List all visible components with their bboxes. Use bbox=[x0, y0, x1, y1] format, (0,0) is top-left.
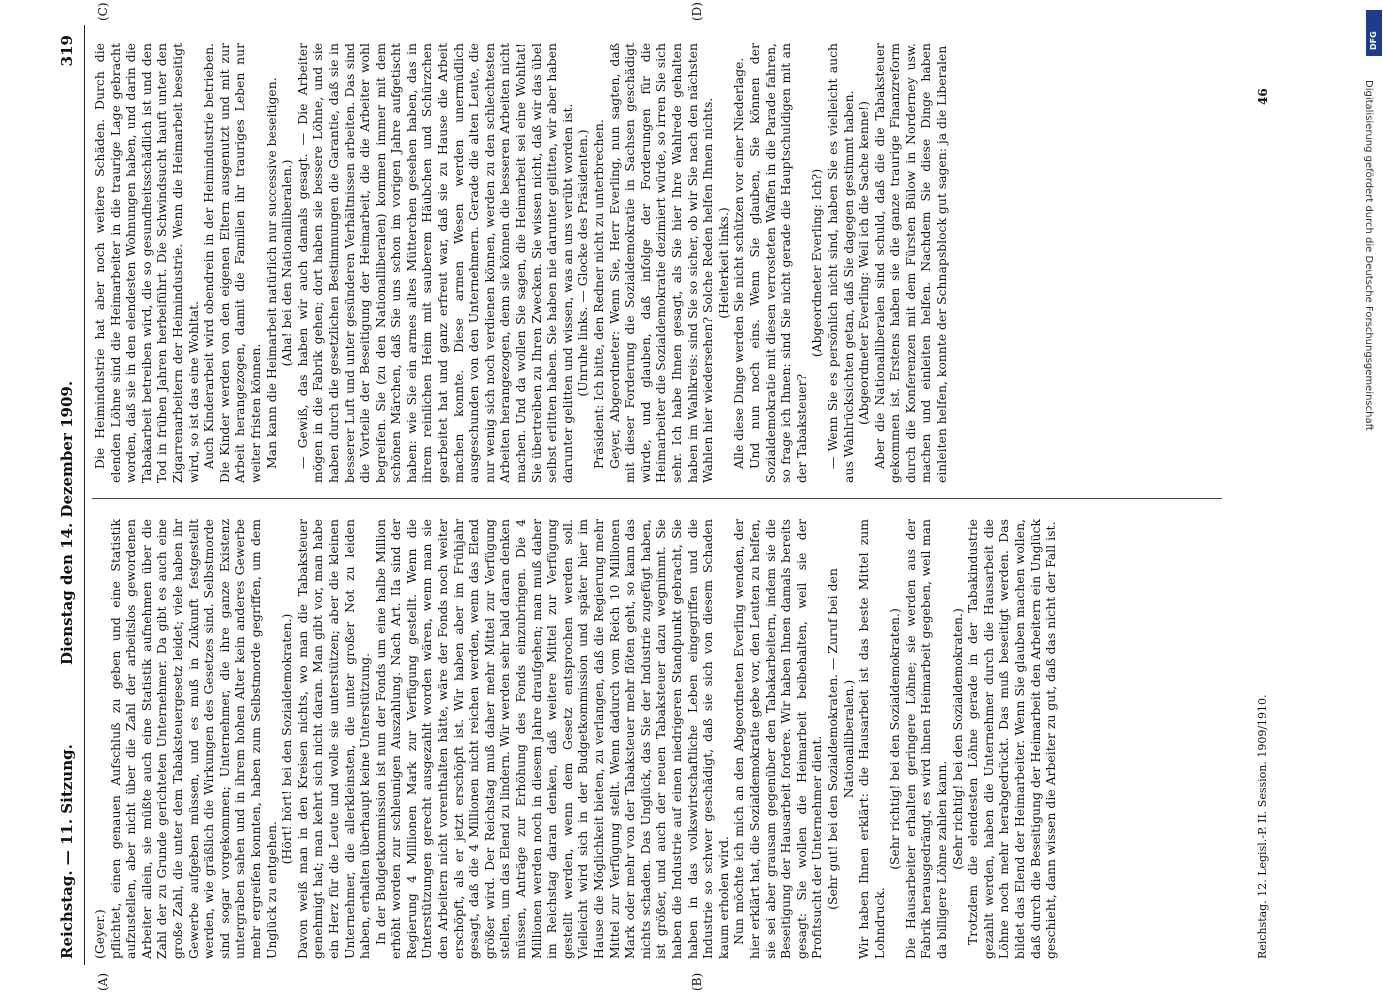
page-number: 319 bbox=[58, 35, 76, 67]
paragraph: Präsident: Ich bitte, den Redner nicht zu unterbrechen. bbox=[591, 119, 606, 469]
interjection: (Sehr richtig! bei den Sozialdemokraten.) bbox=[949, 608, 965, 870]
signature-number: 46 bbox=[1256, 88, 1270, 105]
paragraph: Davon weiß man in den Kreisen nichts, wo man die Tabaksteuer genehmigt hat; man kehrt sich nicht daran. Man gibt vor, man habe ein Herz für die Leute und wolle sie unterstützen; aber die kleinen Unternehmer, die allerkleinsten, die unter großer Not zu leiden haben, erhalten überhaupt keine Unterstützung. bbox=[294, 519, 373, 959]
paragraph: Geyer, Abgeordneter: Wenn Sie, Herr Everling, nun sagten, daß mit dieser Forderung die Sozialdemokratie in Sachsen geschädigt würde, und glauben, daß infolge der Forderungen für die Heimarbeiter die Sozialdemokratie dezimiert würde, so irren Sie sich sehr. Ich habe Ihnen gesagt, als Sie hier Ihre Wahlrede gehalten haben im Wahlkreis: sind Sie so sicher, ob wir Sie nach den nächsten Wahlen hier wiedersehen? Solche Reden helfen Ihnen nichts. bbox=[606, 43, 716, 483]
paragraph: Die Heimindustrie hat aber noch weitere Schäden. Durch die elenden Löhne sind die Heimarbeiter in die traurige Lage gebracht worden, daß sie in den elendesten Wohnungen haben, und darin die Tabakarbeit betreiben wird, die so gesundheitsschädlich ist und den Tod in frühen Jahren herbeiführt. Die Schwindsucht hauft unter den Zigarrenarbeitern der Heimindustrie. Wenn die Heimarbeit beseitigt wird, so ist das eine Wohltat. bbox=[92, 43, 201, 483]
footer-left: Reichstag. 12. Legisl.-P. II. Session. 1909/1910. bbox=[1256, 694, 1269, 959]
text-column-right bbox=[92, 43, 950, 483]
paragraph: Aber die Nationalliberalen sind schuld, daß die die Tabaksteuer gekommen ist. Erstens haben sie die ganze traurige Finanzreform durch die Konferenzen mit dem Fürsten Bülow in Norderney usw. machen und einleiten helfen. Nachdem Sie diese Dinge haben einleiten helfen, konnte der Schnapsblock gut sagen: ja die Liberalen bbox=[871, 43, 950, 483]
running-header bbox=[50, 25, 85, 965]
margin-marker-d: (D) bbox=[690, 2, 704, 21]
interjection: (Sehr richtig! bei den Sozialdemokraten.) bbox=[887, 608, 903, 870]
paragraph: Man kann die Heimarbeit natürlich nur successive beseitigen. bbox=[263, 77, 279, 469]
interjection: (Abgeordneter Everling: Weil ich die Sache kenne!) bbox=[856, 101, 872, 425]
interjection: (Hört! hört! bei den Sozialdemokraten.) bbox=[279, 613, 295, 865]
paragraph: Auch Kinderarbeit wird obendrein in der Heimindustrie betrieben. Die Kinder werden von den eigenen Eltern ausgenutzt und mit zur Arbeit herangezogen, damit die Familien ihr trauriges Leben nur weiter fristen können. bbox=[201, 43, 263, 483]
paragraph: Trotzdem die elendesten Löhne gerade in der Tabakindustrie gezahlt werden, haben die Unternehmer durch die Hausarbeit die Löhne noch mehr herabgedrückt. Das muß beseitigt werden. Das bildet das Elend der Heimarbeiter. Wenn Sie glauben machen wollen, daß durch die Beseitigung der Heimarbeit den Arbeitern ein Unglück geschieht, dann wissen die Arbeiter zu gut, daß das nicht der Fall ist. bbox=[965, 519, 1059, 959]
margin-marker-b: (B) bbox=[690, 972, 704, 991]
header-left: Reichstag. — 11. Sitzung. bbox=[58, 744, 76, 959]
interjection: (Heiterkeit links.) bbox=[715, 207, 731, 319]
paragraph: Alle diese Dinge werden Sie nicht schützen vor einer Niederlage. bbox=[731, 57, 747, 469]
dfg-logo: DFG bbox=[1366, 10, 1382, 56]
interjection: (Unruhe links. — Glocke des Präsidenten.) bbox=[575, 129, 591, 397]
paragraph: pflichtet, einen genauen Aufschluß zu geben und eine Statistik aufzustellen, aber nicht über die Zahl der arbeitslos gewordenen Arbeiter allein, sie müßte auch eine Statistik aufnehmen über die Zahl der zu Grunde gerichteten Unternehmer. Da gibt es auch eine große Zahl, die unter dem Tabaksteuergesetz leidet; viele haben ihr Gewerbe aufgeben müssen, und es muß in Zukunft festgestellt werden, wie gräßlich die Wirkungen des Gesetzes sind. Selbstmorde sind sogar vorgekommen; Unternehmer, die ihre ganze Existenz untergraben sahen und in ihrem hohen Alter kein anderes Gewerbe mehr ergreifen konnten, haben zum Selbstmorde gegriffen, um dem Unglück zu entgehen. bbox=[107, 519, 279, 959]
paragraph: Wir haben Ihnen erklärt: die Hausarbeit ist das beste Mittel zum Lohndruck. bbox=[856, 519, 887, 959]
margin-marker-c: (C) bbox=[96, 2, 110, 21]
paragraph: — Gewiß, das haben wir auch damals gesagt. — Die Arbeiter mögen in die Fabrik gehen; dort haben sie bessere Löhne, und sie haben durch die gesetzlichen Bestimmungen die Garantie, daß sie in besserer Luft und unter gesünderen Verhältnissen arbeiten. Das sind die Vorteile der Beseitigung der Heimarbeit, die die Arbeiter wohl begreifen. Sie (zu den Nationalliberalen) kommen immer mit dem schönen Märchen, daß Sie uns schon im vorigen Jahre aufgetischt haben: wie Sie ein armes altes Mütterchen gesehen haben, das in ihrem reinlichen Heim mit sauberem Häubchen und Schürzchen gearbeitet hat und ganz erfreut war, daß sie zu Hause die Arbeit machen konnte. Diese armen Wesen werden unermüdlich ausgeschunden von den Unternehmern. Gerade die alten Leute, die nur wenig sich noch verdienen können, werden zu den schlechtesten Arbeiten herangezogen, denn sie können die besseren Arbeiten nicht machen. Und da wollen Sie sagen, die Heimarbeit sei eine Wohltat! Sie übertreiben zu Ihren Zwecken. Sie wissen nicht, daß wir das übel selbst erlitten haben. Sie haben nie darunter gelitten, wir aber haben darunter gelitten und wissen, was an uns verübt worden ist. bbox=[294, 43, 575, 483]
text-column-left bbox=[92, 519, 1059, 959]
paragraph: Und nun noch eins. Wenn Sie glauben, Sie können der Sozialdemokratie mit diesen verrosteten Waffen in die Parade fahren, so frage ich Ihnen: sind Sie nicht gerade die Hauptschuldigen mit an der Tabaksteuer? bbox=[746, 43, 809, 483]
digitization-credit: Digitalisierung gefördert durch die Deutsche Forschungsgemeinschaft bbox=[1363, 80, 1374, 431]
interjection: (Aha! bei den Nationalliberalen.) bbox=[279, 159, 295, 367]
paragraph: (Geyer.) bbox=[92, 909, 107, 959]
rotated-page-content bbox=[50, 2, 1310, 991]
paragraph: Nun möchte ich mich an den Abgeordneten Everling wenden, der hier erklärt hat, die Sozialdemokratie gebe vor, den Leuten zu helfen, sie sei aber grausam gegenüber den Tabakarbeitern, indem sie die Beseitigung der Hausarbeit fordere. Wir haben Ihnen damals bereits gesagt: Sie wollen die Heimarbeit beibehalten, weil sie der Profitsucht der Unternehmer dient. bbox=[731, 519, 825, 959]
paragraph: In der Budgetkommission ist nun der Fonds um eine halbe Million erhöht worden zur schleunigen Auszahlung. Nach Art. IIa sind der Regierung 4 Millionen Mark zur Verfügung gestellt. Wenn die Unterstützungen gerecht ausgezahlt worden wären, wenn man sie den Arbeitern nicht vorenthalten hätte, wäre der Fonds noch weiter erschöpft, als er jetzt erschöpft ist. Wir haben aber im Frühjahr gesagt, daß die 4 Millionen nicht reichen werden, wenn das Elend größer wird. Der Reichstag muß daher mehr Mittel zur Verfügung stellen, um das Elend zu lindern. Wir werden sehr bald daran denken müssen, Anträge zur Erhöhung des Fonds einzubringen. Die 4 Millionen werden noch in diesem Jahre draufgehen; man muß daher im Reichstag daran denken, daß weitere Mittel zur Verfügung gestellt werden, wenn dem Gesetz entsprochen werden soll. Vielleicht wird sich in der Budgetkommission und später hier im Hause die Möglichkeit bieten, zu verlangen, daß die Regierung mehr Mittel zur Verfügung stellt. Wenn dadurch vom Reich 10 Millionen Mark oder mehr von der Tabaksteuer mehr flöten geht, so kann das nichts schaden. Das Unglück, das Sie der Industrie zugefügt haben, ist größer, und auch der neuen Tabaksteuer dazu wegnimmt. Sie haben die Industrie auf einen niedrigeren Standpunkt gebracht, Sie haben in das volkswirtschaftliche Leben eingegriffen und die Industrie so schwer geschädigt, daß sie sich von diesem Schaden kaum erholen wird. bbox=[372, 519, 731, 959]
paragraph: — Wenn Sie es persönlich nicht sind, haben Sie es vielleicht auch aus Wahlrücksichten getan, daß Sie dagegen gestimmt haben. bbox=[824, 43, 856, 483]
interjection: (Sehr gut! bei den Sozialdemokraten. — Zuruf bei den Nationalliberalen.) bbox=[824, 568, 856, 910]
interjection: (Abgeordneter Everling: Ich?) bbox=[809, 168, 825, 358]
scanned-page bbox=[50, 2, 1380, 991]
paragraph: Die Hausarbeiter erhalten geringere Löhne; sie werden aus der Fabrik herausgedrängt, es wird ihnen Heimarbeit gegeben, weil man da billigere Löhne zahlen kann. bbox=[902, 519, 950, 959]
header-date: Dienstag den 14. Dezember 1909. bbox=[58, 380, 76, 665]
margin-marker-a: (A) bbox=[96, 972, 110, 991]
column-divider bbox=[92, 498, 1222, 499]
